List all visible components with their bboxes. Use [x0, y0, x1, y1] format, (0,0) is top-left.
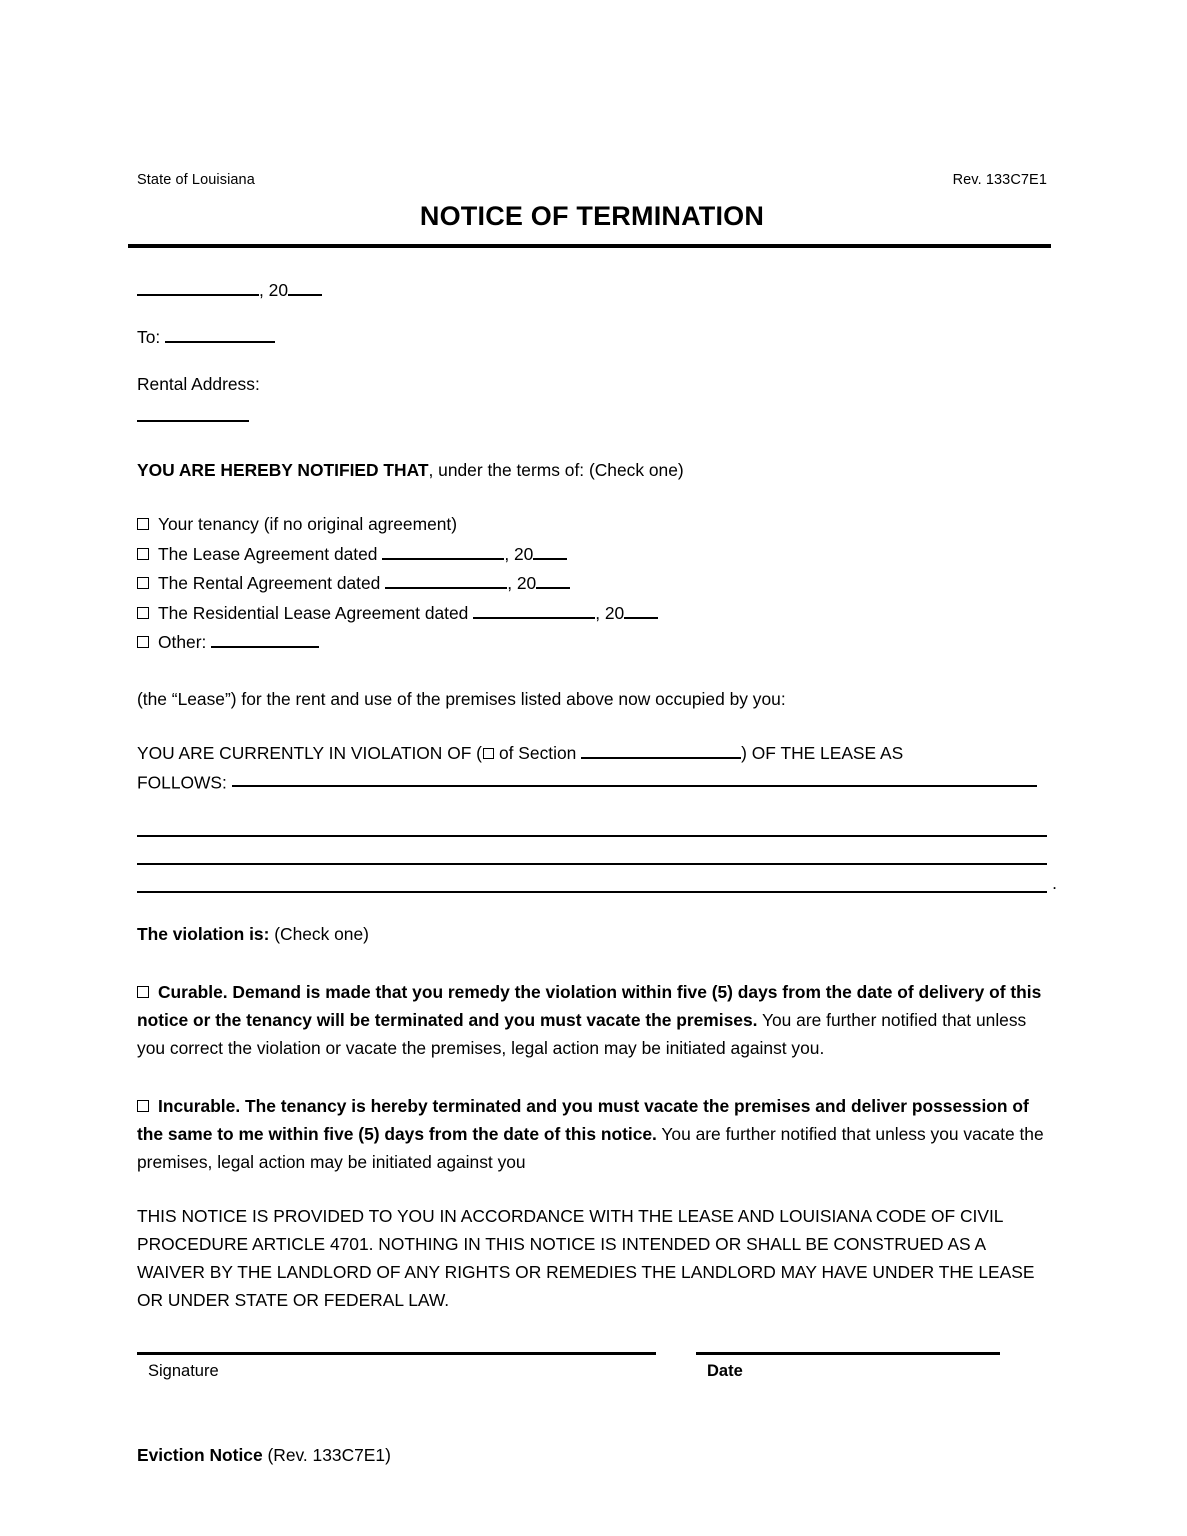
option-label: Your tenancy (if no original agreement) [158, 514, 458, 534]
curable-normal-text: You are further notified that unless you correct the violation or vacate the premises, legal action may be initiated against you. [137, 1009, 1027, 1058]
agreement-option-rental[interactable] [137, 569, 1047, 599]
footer-bold-text: Eviction Notice [137, 1445, 263, 1465]
option-label: The Residential Lease Agreement dated [158, 602, 469, 623]
agreement-option-lease[interactable] [137, 540, 1047, 570]
date-label: Date [707, 1362, 743, 1380]
signature-block [137, 1352, 1047, 1381]
legal-notice-paragraph: THIS NOTICE IS PROVIDED TO YOU IN ACCORDANCE WITH THE LEASE AND LOUISIANA CODE OF CIVIL PROCEDURE ARTICLE 4701. NOTHING IN THIS NOTICE IS INTENDED OR SHALL BE CONSTRUED AS A WAIVER BY THE LANDLORD OF ANY RIGHTS OR REMEDIES THE LANDLORD MAY HAVE UNDER THE LEASE OR UNDER STATE OR FEDERAL LAW. [137, 1205, 1035, 1310]
date-year-prefix: , 20 [259, 280, 289, 300]
page-title: NOTICE OF TERMINATION [419, 201, 765, 231]
section-blank-input[interactable] [581, 739, 741, 758]
notified-rest-text: , under the terms of: (Check one) [428, 460, 684, 480]
violation-statement [137, 739, 1047, 767]
other-blank-input[interactable] [211, 629, 319, 648]
option-date-blank-input[interactable] [382, 540, 504, 559]
checkbox-icon[interactable] [137, 577, 149, 589]
curable-option[interactable] [137, 978, 1047, 1062]
option-year-prefix: , 20 [595, 602, 625, 623]
incurable-normal-text: You are further notified that unless you vacate the premises, legal action may be initiated against you [137, 1123, 1044, 1172]
option-label: The Lease Agreement dated [158, 543, 378, 564]
document-body [137, 172, 1057, 1314]
checkbox-icon[interactable] [137, 1100, 149, 1112]
date-blank-input[interactable] [137, 277, 259, 296]
incurable-option[interactable] [137, 1092, 1047, 1176]
notified-bold-text: YOU ARE HEREBY NOTIFIED THAT [137, 460, 429, 480]
rental-address-line [137, 370, 1047, 398]
rental-address-blank-line [137, 402, 1047, 430]
option-year-blank-input[interactable] [536, 570, 570, 589]
follows-label: FOLLOWS: [137, 771, 227, 792]
option-date-blank-input[interactable] [385, 570, 507, 589]
footer-rest-text: (Rev. 133C7E1) [267, 1445, 391, 1465]
option-label: Other: [158, 632, 207, 652]
agreement-option-residential-lease[interactable] [137, 599, 1047, 629]
curable-bold-text: Curable. Demand is made that you remedy the violation within five (5) days from the date of delivery of this notice or the tenancy will be terminated and you must vacate the premises. [137, 981, 1042, 1030]
agreement-option-tenancy[interactable] [137, 510, 1047, 540]
document-header [137, 172, 1047, 188]
violation-text-c: ) OF THE LEASE AS [741, 742, 904, 763]
violation-is-heading [137, 920, 1047, 948]
trailing-period: . [1052, 872, 1057, 893]
option-year-prefix: , 20 [507, 573, 537, 593]
violation-text-b: of Section [498, 742, 577, 763]
date-input-line[interactable] [696, 1352, 1000, 1355]
checkbox-icon[interactable] [137, 986, 149, 998]
signature-label: Signature [148, 1362, 219, 1380]
option-year-blank-input[interactable] [624, 599, 658, 618]
violation-text-a: YOU ARE CURRENTLY IN VIOLATION OF ( [137, 742, 482, 763]
checkbox-icon[interactable] [137, 636, 149, 648]
violation-detail-input-3[interactable] [137, 837, 1047, 865]
agreement-option-other[interactable] [137, 628, 1047, 658]
checkbox-icon[interactable] [137, 518, 149, 530]
option-year-blank-input[interactable] [533, 540, 567, 559]
to-label: To: [137, 327, 161, 347]
signature-column [137, 1352, 656, 1381]
revision-label: Rev. 133C7E1 [952, 172, 1047, 188]
violation-is-bold: The violation is: [137, 923, 270, 944]
date-line [137, 276, 1047, 304]
state-label: State of Louisiana [137, 172, 255, 188]
to-blank-input[interactable] [165, 324, 275, 343]
date-year-blank-input[interactable] [288, 277, 322, 296]
checkbox-icon[interactable] [483, 748, 494, 759]
rental-address-blank-input[interactable] [137, 403, 249, 422]
header-divider [128, 244, 1051, 248]
date-column [696, 1352, 1000, 1381]
option-date-blank-input[interactable] [473, 599, 595, 618]
option-year-prefix: , 20 [504, 543, 534, 564]
violation-is-rest: (Check one) [274, 923, 369, 944]
checkbox-icon[interactable] [137, 548, 149, 560]
agreement-options-list [137, 510, 1047, 658]
signature-input-line[interactable] [137, 1352, 656, 1355]
rental-address-label: Rental Address: [137, 374, 260, 394]
violation-detail-input-2[interactable] [137, 809, 1047, 837]
violation-detail-input-4[interactable] [137, 865, 1057, 893]
incurable-bold-text: Incurable. The tenancy is hereby terminated and you must vacate the premises and deliver possession of the same to me within five (5) days from the date of this notice. [137, 1095, 1029, 1144]
violation-detail-input-1[interactable] [232, 768, 1037, 787]
violation-follows-line [137, 768, 1047, 796]
document-footer [137, 1445, 391, 1466]
lease-clause-text: (the “Lease”) for the rent and use of the premises listed above now occupied by you: [137, 688, 786, 709]
notified-statement [137, 456, 1047, 484]
to-line [137, 323, 1047, 351]
option-label: The Rental Agreement dated [158, 573, 381, 593]
checkbox-icon[interactable] [137, 607, 149, 619]
